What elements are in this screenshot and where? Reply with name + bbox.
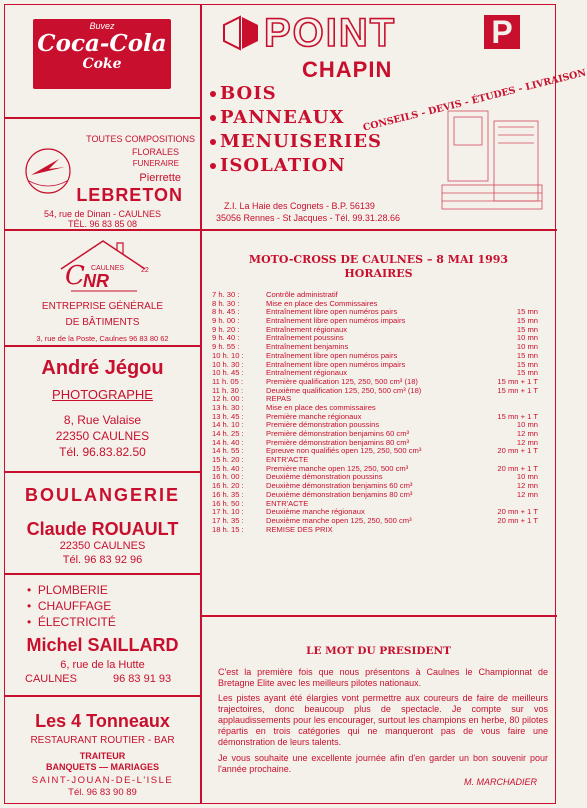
saillard-ad <box>5 575 200 695</box>
schedule-duration: 15 mn <box>516 359 538 369</box>
point-product: BOIS <box>210 83 277 104</box>
schedule-time: 16 h. 50 : <box>212 498 244 508</box>
schedule-event: Deuxième manche régionaux <box>266 507 365 517</box>
cnr-ad <box>5 231 200 345</box>
schedule-time: 10 h. 10 : <box>212 350 244 360</box>
tonneaux-place: SAINT-JOUAN-DE-L'ISLE <box>31 775 174 786</box>
lebreton-last-name: LEBRETON <box>76 185 183 205</box>
schedule-time: 11 h. 05 : <box>212 376 244 386</box>
cnr-line1: ENTREPRISE GÉNÉRALE <box>41 301 164 312</box>
schedule-time: 7 h. 30 : <box>212 290 240 299</box>
schedule-duration: 15 mn <box>516 324 538 334</box>
point-product: ISOLATION <box>210 155 346 176</box>
cnr-line2: DE BÂTIMENTS <box>65 317 140 328</box>
president-paragraph-2: Les pistes ayant été élargies vont permettre aux coureurs de faire de meilleurs trajectoires, donc beaucoup plus de spectacle. Je compte sur vos applaudissements pour les encourager, surtout les champions en herbe, 80 pilotes répartis en trois catégories qui ne manqueront pas de vous faire une démonstration de leurs talents. <box>218 693 548 747</box>
schedule-time: 17 h. 35 : <box>212 515 244 525</box>
schedule-event: ENTR'ACTE <box>266 498 309 508</box>
schedule-event: REPAS <box>266 394 292 404</box>
schedule-time: 14 h. 55 : <box>212 446 244 456</box>
point-chapin: CHAPIN <box>302 57 393 82</box>
schedule-event: Entraînement libre open numéros impairs <box>266 316 406 326</box>
schedule-event: Deuxième démonstration benjamins 60 cm³ <box>266 481 413 491</box>
schedule-event: Mise en place des Commissaires <box>266 298 378 308</box>
schedule-time: 10 h. 45 : <box>212 368 244 378</box>
schedule-event: Entraînement libre open numéros pairs <box>266 307 398 317</box>
rouault-tel: Tél. 96 83 92 96 <box>62 554 143 566</box>
jegou-ad <box>5 347 200 471</box>
saillard-street: 6, rue de la Hutte <box>60 659 145 671</box>
point-address-1: Z.I. La Haie des Cognets - B.P. 56139 <box>224 201 375 211</box>
schedule-time: 14 h. 10 : <box>212 420 244 430</box>
schedule-duration: 15 mn + 1 T <box>497 411 538 421</box>
schedule-time: 14 h. 25 : <box>212 429 244 438</box>
jegou-name: André Jégou <box>41 357 164 379</box>
president-paragraph-3: Je vous souhaite une excellente journée afin d'en garder un bon souvenir pour l'année prochaine. <box>218 753 548 774</box>
lebreton-line3: FUNERAIRE <box>132 159 179 168</box>
schedule-event: Deuxième démonstration benjamins 80 cm³ <box>266 489 413 499</box>
schedule-event: Entraînement libre open numéros pairs <box>266 350 398 360</box>
schedule-duration: 20 mn + 1 T <box>497 515 538 525</box>
schedule-duration: 15 mn <box>516 316 538 326</box>
schedule-time: 17 h. 10 : <box>212 507 244 517</box>
schedule-duration: 10 mn <box>516 333 538 343</box>
schedule-event: Première démonstration benjamins 60 cm³ <box>266 429 410 438</box>
schedule-event: Contrôle administratif <box>266 290 338 299</box>
schedule-event: Première démonstration poussins <box>266 420 380 430</box>
coke-coke: Coke <box>82 56 122 72</box>
schedule-time: 8 h. 30 : <box>212 298 240 308</box>
schedule-event: Première qualification 125, 250, 500 cm³ (18) <box>266 376 418 386</box>
tonneaux-line2: TRAITEUR <box>79 751 126 761</box>
jegou-job: PHOTOGRAPHE <box>52 387 153 402</box>
schedule-event: Entraînement libre open numéros impairs <box>266 359 406 369</box>
schedule-time: 16 h. 35 : <box>212 489 244 499</box>
schedule-duration: 15 mn + 1 T <box>497 376 538 386</box>
lebreton-first-name: Pierrette <box>139 172 181 184</box>
schedule-time: 16 h. 00 : <box>212 472 244 482</box>
schedule-event: Première démonstration benjamins 80 cm³ <box>266 437 410 447</box>
schedule-event: Mise en place des commissaires <box>266 402 376 412</box>
schedule-event: Deuxième démonstration poussins <box>266 472 383 482</box>
rouault-ad <box>5 473 200 573</box>
schedule-time: 11 h. 30 : <box>212 385 244 395</box>
schedule-time: 12 h. 00 : <box>212 394 244 404</box>
schedule-event: REMISE DES PRIX <box>266 524 333 534</box>
schedule-duration: 10 mn <box>516 342 538 352</box>
schedule-duration: 10 mn <box>516 420 538 430</box>
schedule-time: 10 h. 30 : <box>212 359 244 369</box>
schedule-duration: 12 mn <box>516 429 538 438</box>
schedule-event: Première manche régionaux <box>266 411 362 421</box>
program-page <box>4 4 587 804</box>
schedule-time: 9 h. 20 : <box>212 324 240 334</box>
schedule-time: 9 h. 00 : <box>212 316 240 326</box>
schedule-duration: 15 mn <box>516 350 538 360</box>
schedule-event: Deuxième manche open 125, 250, 500 cm³ <box>266 515 412 525</box>
cnr-logo-c: C <box>65 261 85 291</box>
schedule-event: Entraînement régionaux <box>266 324 348 334</box>
point-brand: POINT <box>264 11 397 55</box>
schedule-event: Deuxième qualification 125, 250, 500 cm³ (18) <box>266 385 422 395</box>
point-product: PANNEAUX <box>210 107 344 128</box>
cnr-logo-num: 22 <box>141 267 149 274</box>
cnr-logo-place: CAULNES <box>91 265 125 272</box>
point-p-box: P <box>484 15 520 49</box>
jegou-street: 8, Rue Valaise <box>63 413 142 427</box>
schedule-event: Entraînement benjamins <box>266 342 349 352</box>
coke-brand: Coca-Cola <box>37 30 167 57</box>
point-slogan: CONSEILS - DEVIS - ÉTUDES - LIVRAISON <box>362 67 587 134</box>
schedule-event: Première manche open 125, 250, 500 cm³ <box>266 463 409 473</box>
schedule-duration: 15 mn <box>516 368 538 378</box>
schedule-event: ENTR'ACTE <box>266 455 309 465</box>
point-address-2: 35056 Rennes - St Jacques - Tél. 99.31.28.66 <box>216 213 400 223</box>
lebreton-address: 54, rue de Dinan - CAULNES <box>43 209 162 219</box>
saillard-tel: 96 83 91 93 <box>113 673 172 685</box>
schedule-time: 13 h. 45 : <box>212 411 244 421</box>
schedule-duration: 15 mn + 1 T <box>497 385 538 395</box>
coca-cola-logo <box>33 19 171 89</box>
tonneaux-line1: RESTAURANT ROUTIER - BAR <box>30 735 175 746</box>
schedule-duration: 12 mn <box>516 489 538 499</box>
schedule-duration: 20 mn + 1 T <box>497 446 538 456</box>
saillard-name: Michel SAILLARD <box>26 635 179 655</box>
schedule-duration: 12 mn <box>516 437 538 447</box>
schedule-time: 16 h. 20 : <box>212 481 244 491</box>
lebreton-line2: FLORALES <box>131 147 179 157</box>
president-section <box>202 5 555 805</box>
saillard-city: CAULNES <box>25 673 77 685</box>
schedule-title: MOTO-CROSS DE CAULNES – 8 MAI 1993 <box>248 253 509 266</box>
tonneaux-ad <box>5 697 200 803</box>
schedule-duration: 20 mn + 1 T <box>497 463 538 473</box>
schedule-event: Entraînement régionaux <box>266 368 348 378</box>
lebreton-tel: TÉL. 96 83 85 08 <box>67 219 138 229</box>
point-product: MENUISERIES <box>210 131 382 152</box>
lebreton-ad <box>5 119 200 229</box>
coca-cola-ad <box>5 5 200 117</box>
schedule-subtitle: HORAIRES <box>344 267 413 280</box>
schedule-time: 13 h. 30 : <box>212 402 244 412</box>
schedule-event: Epreuve non qualifiés open 125, 250, 500 cm³ <box>266 446 422 456</box>
jegou-city: 22350 CAULNES <box>55 429 150 443</box>
rouault-head: BOULANGERIE <box>24 485 180 505</box>
lebreton-line1: TOUTES COMPOSITIONS <box>86 134 195 144</box>
schedule-event: Entraînement poussins <box>266 333 344 343</box>
president-signature: M. MARCHADIER <box>463 777 537 787</box>
schedule-time: 9 h. 55 : <box>212 342 240 352</box>
schedule-time: 18 h. 15 : <box>212 524 244 534</box>
cnr-address: 3, rue de la Poste, Caulnes 96 83 80 62 <box>36 334 169 343</box>
schedule-time: 8 h. 45 : <box>212 307 240 317</box>
president-paragraph-1: C'est la première fois que nous présentons à Caulnes le Championnat de Bretagne Elite avec les meilleurs pilotes nationaux. <box>218 667 548 688</box>
schedule-duration: 20 mn + 1 T <box>497 507 538 517</box>
president-title: LE MOT DU PRESIDENT <box>306 645 451 657</box>
schedule-time: 9 h. 40 : <box>212 333 240 343</box>
tonneaux-line3: BANQUETS — MARIAGES <box>45 762 159 772</box>
saillard-item: • CHAUFFAGE <box>27 599 112 613</box>
tonneaux-name: Les 4 Tonneaux <box>35 711 170 731</box>
schedule-time: 15 h. 40 : <box>212 463 244 473</box>
schedule-duration: 12 mn <box>516 481 538 491</box>
jegou-tel: Tél. 96.83.82.50 <box>59 445 146 459</box>
saillard-item: • PLOMBERIE <box>27 583 108 597</box>
saillard-item: • ÉLECTRICITÉ <box>27 615 116 629</box>
rouault-city: 22350 CAULNES <box>59 540 146 552</box>
coke-buvez: Buvez <box>89 21 115 31</box>
schedule-time: 14 h. 40 : <box>212 437 244 447</box>
rouault-name: Claude ROUAULT <box>26 519 179 539</box>
schedule-duration: 10 mn <box>516 472 538 482</box>
tonneaux-tel: Tél. 96 83 90 89 <box>68 787 137 798</box>
schedule-duration: 15 mn <box>516 307 538 317</box>
schedule-time: 15 h. 20 : <box>212 455 244 465</box>
cnr-logo-nr: NR <box>83 271 109 291</box>
